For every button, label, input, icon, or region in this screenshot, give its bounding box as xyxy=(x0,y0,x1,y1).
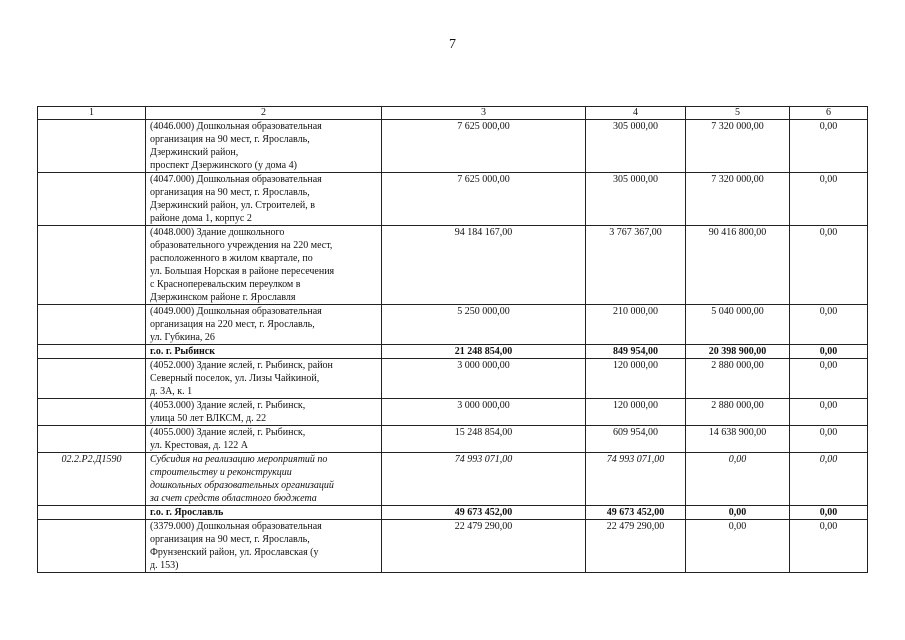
table-row xyxy=(38,120,868,173)
value-cell: 22 479 290,00 xyxy=(382,520,586,573)
page-number: 7 xyxy=(449,37,456,52)
value-cell: 90 416 800,00 xyxy=(686,226,790,305)
value-cell: 7 320 000,00 xyxy=(686,120,790,173)
value-cell: 0,00 xyxy=(790,506,868,520)
name-cell: (4048.000) Здание дошкольного образовательного учреждения на 220 мест, расположенного в жилом квартале, по ул. Большая Норская в районе пересечения с Красноперевальским переулком в Дзержинском районе г. Ярославля xyxy=(146,226,382,305)
value-cell: 14 638 900,00 xyxy=(686,426,790,453)
name-cell: г.о. г. Рыбинск xyxy=(146,345,382,359)
value-cell: 49 673 452,00 xyxy=(382,506,586,520)
value-cell: 49 673 452,00 xyxy=(586,506,686,520)
name-cell: (3379.000) Дошкольная образовательная организация на 90 мест, г. Ярославль, Фрунзенский район, ул. Ярославская (у д. 153) xyxy=(146,520,382,573)
value-cell: 0,00 xyxy=(790,426,868,453)
value-cell: 22 479 290,00 xyxy=(586,520,686,573)
name-cell: (4046.000) Дошкольная образовательная организация на 90 мест, г. Ярославль, Дзержинский район, проспект Дзержинского (у дома 4) xyxy=(146,120,382,173)
name-cell: (4052.000) Здание яслей, г. Рыбинск, район Северный поселок, ул. Лизы Чайкиной, д. 3А, к. 1 xyxy=(146,359,382,399)
value-cell: 5 250 000,00 xyxy=(382,305,586,345)
value-cell: 210 000,00 xyxy=(586,305,686,345)
value-cell: 0,00 xyxy=(686,506,790,520)
code-cell xyxy=(38,359,146,399)
value-cell: 0,00 xyxy=(686,520,790,573)
value-cell: 305 000,00 xyxy=(586,173,686,226)
column-header: 1 xyxy=(38,107,146,120)
code-cell xyxy=(38,399,146,426)
value-cell: 0,00 xyxy=(790,520,868,573)
column-header: 4 xyxy=(586,107,686,120)
value-cell: 7 625 000,00 xyxy=(382,173,586,226)
column-header: 5 xyxy=(686,107,790,120)
value-cell: 15 248 854,00 xyxy=(382,426,586,453)
value-cell: 94 184 167,00 xyxy=(382,226,586,305)
value-cell: 0,00 xyxy=(790,453,868,506)
column-header: 6 xyxy=(790,107,868,120)
value-cell: 2 880 000,00 xyxy=(686,359,790,399)
value-cell: 2 880 000,00 xyxy=(686,399,790,426)
code-cell xyxy=(38,305,146,345)
value-cell: 7 625 000,00 xyxy=(382,120,586,173)
name-cell: г.о. г. Ярославль xyxy=(146,506,382,520)
table-body xyxy=(38,120,868,573)
column-header: 3 xyxy=(382,107,586,120)
table-header-row xyxy=(38,107,868,120)
value-cell: 5 040 000,00 xyxy=(686,305,790,345)
value-cell: 0,00 xyxy=(686,453,790,506)
table-row xyxy=(38,359,868,399)
name-cell: (4055.000) Здание яслей, г. Рыбинск, ул. Крестовая, д. 122 А xyxy=(146,426,382,453)
name-cell: (4047.000) Дошкольная образовательная организация на 90 мест, г. Ярославль, Дзержинский район, ул. Строителей, в районе дома 1, корпус 2 xyxy=(146,173,382,226)
value-cell: 7 320 000,00 xyxy=(686,173,790,226)
code-cell xyxy=(38,173,146,226)
value-cell: 21 248 854,00 xyxy=(382,345,586,359)
budget-table xyxy=(37,106,868,573)
value-cell: 0,00 xyxy=(790,226,868,305)
name-cell: Субсидия на реализацию мероприятий по строительству и реконструкции дошкольных образовательных организаций за счет средств областного бюджета xyxy=(146,453,382,506)
name-cell: (4049.000) Дошкольная образовательная организация на 220 мест, г. Ярославль, ул. Губкина, 26 xyxy=(146,305,382,345)
table-row xyxy=(38,399,868,426)
value-cell: 3 000 000,00 xyxy=(382,399,586,426)
table-row xyxy=(38,453,868,506)
value-cell: 0,00 xyxy=(790,173,868,226)
column-header: 2 xyxy=(146,107,382,120)
table-row xyxy=(38,520,868,573)
value-cell: 0,00 xyxy=(790,399,868,426)
code-cell xyxy=(38,506,146,520)
code-cell xyxy=(38,120,146,173)
name-cell: (4053.000) Здание яслей, г. Рыбинск, улица 50 лет ВЛКСМ, д. 22 xyxy=(146,399,382,426)
value-cell: 849 954,00 xyxy=(586,345,686,359)
code-cell xyxy=(38,426,146,453)
table-row xyxy=(38,226,868,305)
code-cell xyxy=(38,520,146,573)
code-cell xyxy=(38,226,146,305)
table-row xyxy=(38,426,868,453)
value-cell: 0,00 xyxy=(790,120,868,173)
table-row xyxy=(38,173,868,226)
value-cell: 3 767 367,00 xyxy=(586,226,686,305)
value-cell: 74 993 071,00 xyxy=(382,453,586,506)
table-row xyxy=(38,305,868,345)
table-row-total xyxy=(38,506,868,520)
value-cell: 20 398 900,00 xyxy=(686,345,790,359)
value-cell: 120 000,00 xyxy=(586,399,686,426)
value-cell: 0,00 xyxy=(790,305,868,345)
value-cell: 609 954,00 xyxy=(586,426,686,453)
code-cell: 02.2.Р2.Д1590 xyxy=(38,453,146,506)
value-cell: 305 000,00 xyxy=(586,120,686,173)
table-row-total xyxy=(38,345,868,359)
value-cell: 120 000,00 xyxy=(586,359,686,399)
value-cell: 0,00 xyxy=(790,345,868,359)
code-cell xyxy=(38,345,146,359)
value-cell: 3 000 000,00 xyxy=(382,359,586,399)
value-cell: 74 993 071,00 xyxy=(586,453,686,506)
value-cell: 0,00 xyxy=(790,359,868,399)
